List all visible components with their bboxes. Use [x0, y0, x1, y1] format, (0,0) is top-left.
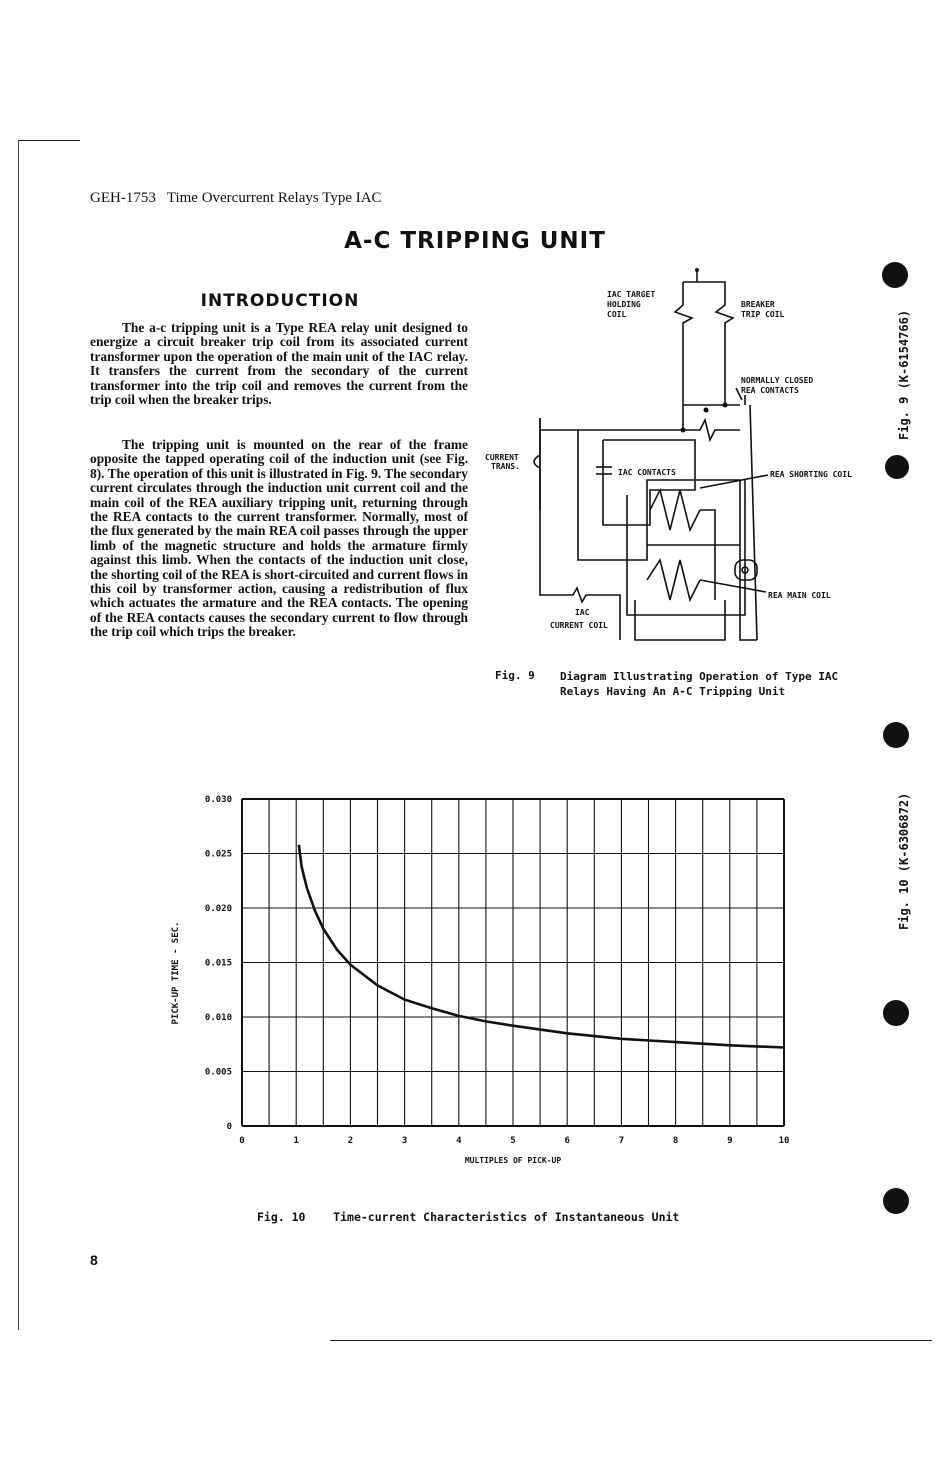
- binder-hole: [883, 722, 909, 748]
- page-bottom-line: [330, 1340, 932, 1341]
- fig10-chart: [160, 785, 820, 1175]
- fig9-caption: [560, 669, 838, 699]
- fig9-side-ref: Fig. 9 (K-6154766): [897, 309, 911, 440]
- label-current-trans-2: TRANS.: [491, 462, 520, 471]
- binder-hole: [883, 1188, 909, 1214]
- label-iac-target-2: HOLDING: [607, 300, 641, 309]
- fig10-caption: [257, 1210, 679, 1224]
- fig10-side-ref: Fig. 10 (K-6306872): [897, 792, 911, 930]
- label-rea-shorting: REA SHORTING COIL: [770, 470, 852, 479]
- y-tick-label: 0.015: [204, 958, 232, 969]
- x-tick-label: 5: [510, 1136, 516, 1146]
- label-normally-closed-2: REA CONTACTS: [741, 386, 799, 395]
- fig9-caption-number: Fig. 9: [495, 669, 535, 682]
- x-tick-label: 3: [401, 1136, 408, 1146]
- fig9-caption-line-2: Relays Having An A-C Tripping Unit: [560, 685, 786, 698]
- x-tick-label: 6: [564, 1136, 570, 1146]
- y-tick-label: 0.005: [204, 1067, 232, 1078]
- label-breaker-1: BREAKER: [741, 300, 775, 309]
- label-iac-current-2: CURRENT COIL: [550, 621, 608, 630]
- fig9-caption-line-1: Diagram Illustrating Operation of Type IAC: [560, 670, 839, 683]
- x-tick-label: 1: [293, 1136, 299, 1146]
- fig9-diagram: [478, 265, 898, 705]
- page-edge-line: [18, 140, 19, 1330]
- x-tick-label: 8: [672, 1136, 679, 1146]
- label-current-trans-1: CURRENT: [485, 453, 519, 462]
- label-rea-main: REA MAIN COIL: [768, 591, 831, 600]
- intro-paragraph-2: The tripping unit is mounted on the rear of the frame opposite the tapped operating coil of the induction unit (see Fig. 8). The operation of this unit is illustrated in Fig. 9. The secondary current circulates through the induction unit current coil and the main coil of the REA auxiliary tripping unit, returning through the REA contacts to the current transformer. Normally, most of the flux generated by the main REA coil passes through the upper limb of the magnetic structure and holds the armature firmly against this limb. When the contacts of the induction unit close, the shorting coil of the REA is short-circuited and current flows in this coil by transformer action, causing a redistribution of flux which actuates the armature and the REA contacts. The opening of the REA contacts causes the secondary current to flow through the trip coil which trips the breaker.: [90, 437, 468, 640]
- page-number: 8: [90, 1252, 98, 1268]
- y-tick-label: 0.025: [204, 849, 232, 860]
- running-header: [90, 190, 382, 207]
- x-tick-label: 9: [727, 1136, 733, 1146]
- x-tick-label: 7: [618, 1136, 625, 1146]
- introduction-heading: INTRODUCTION: [200, 291, 360, 311]
- chart-grid: [242, 799, 784, 1126]
- y-tick-labels: [205, 795, 232, 1132]
- label-iac-contacts: IAC CONTACTS: [618, 468, 676, 477]
- x-tick-label: 10: [778, 1136, 790, 1146]
- x-tick-label: 0: [239, 1136, 245, 1146]
- x-tick-label: 4: [456, 1136, 462, 1146]
- y-tick-label: 0.010: [204, 1013, 232, 1023]
- y-tick-label: 0.020: [204, 904, 232, 914]
- label-iac-target-3: COIL: [607, 310, 627, 319]
- doc-number: GEH-1753: [90, 190, 156, 206]
- label-iac-target-1: IAC TARGET: [607, 290, 656, 299]
- page-corner-line: [18, 140, 80, 141]
- x-tick-label: 2: [347, 1136, 354, 1146]
- header-title: Time Overcurrent Relays Type IAC: [166, 190, 382, 206]
- label-breaker-2: TRIP COIL: [741, 310, 785, 319]
- y-tick-label: 0: [226, 1122, 232, 1132]
- y-axis-label: PICK-UP TIME - SEC.: [171, 921, 181, 1025]
- x-axis-label: MULTIPLES OF PICK-UP: [464, 1156, 562, 1165]
- binder-hole: [883, 1000, 909, 1026]
- fig10-caption-text: Time-current Characteristics of Instantaneous Unit: [333, 1210, 680, 1224]
- binder-hole: [885, 455, 909, 479]
- label-iac-current-1: IAC: [575, 608, 590, 617]
- label-normally-closed-1: NORMALLY CLOSED: [741, 376, 814, 385]
- binder-hole: [882, 262, 908, 288]
- section-title: A-C TRIPPING UNIT: [344, 228, 606, 254]
- fig10-caption-number: Fig. 10: [257, 1210, 306, 1224]
- y-tick-label: 0.030: [204, 795, 232, 805]
- x-tick-labels: [239, 1136, 789, 1146]
- intro-paragraph-1: The a-c tripping unit is a Type REA relay unit designed to energize a circuit breaker trip coil from its associated current transformer upon the operation of the main unit of the IAC relay. It transfers the current from the secondary of the current transformer into the trip coil and removes the current from the trip coil when the breaker trips.: [90, 320, 468, 408]
